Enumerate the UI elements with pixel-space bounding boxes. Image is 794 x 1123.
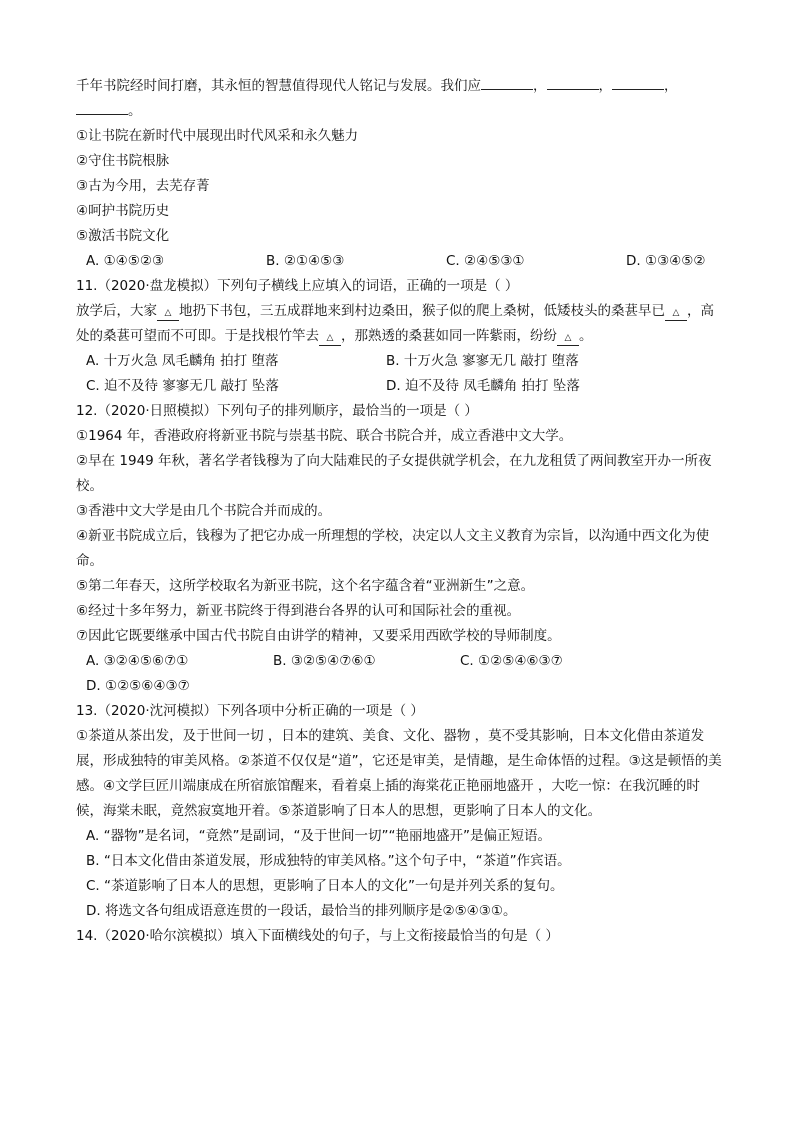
q11-passage <box>76 299 726 349</box>
q10-stem-text: 千年书院经时间打磨，其永恒的智慧值得现代人铭记与发展。我们应 <box>76 78 481 94</box>
q12-heading: 12.（2020·日照模拟）下列句子的排列顺序，最恰当的一项是（ ） <box>76 403 478 419</box>
q11-text-1: 放学后，大家 <box>76 303 157 319</box>
q11-options <box>76 349 726 399</box>
q13-passage: ①茶道从茶出发，及于世间一切 ，日本的建筑、美食、文化、器物 ，莫不受其影响，日本文化借由茶道发展，形成独特的审美风格。②茶道不仅仅是“道”，它还是审美，是情趣，是生命体悟的过程。③这是顿悟的美感。④文学巨匠川端康成在所宿旅馆醒来，看着桌上插的海棠花正艳丽地盛开 ，大吃一惊：在我沉睡的时候，海棠未眠，竟然寂寞地开着。⑤茶道影响了日本人的思想，更影响了日本人的文化。 <box>76 728 722 819</box>
q13-option-a[interactable]: A. “器物”是名词，“竟然”是副词，“及于世间一切”“艳丽地盛开”是偏正短语。 <box>86 828 552 844</box>
q10-option-c[interactable]: C. ②④⑤③① <box>446 253 525 269</box>
q11-blank-2: △ <box>665 306 687 321</box>
q10-item-2: ②守住书院根脉 <box>76 153 170 169</box>
q10-item-4: ④呵护书院历史 <box>76 203 170 219</box>
q12-item-5: ⑤第二年春天，这所学校取名为新亚书院，这个名字蕴含着“亚洲新生”之意。 <box>76 578 535 594</box>
q14-heading: 14.（2020·哈尔滨模拟）填入下面横线处的句子，与上文衔接最恰当的句是（ ） <box>76 928 559 944</box>
q11-text-4: ，那熟透的桑葚如同一阵紫雨，纷纷 <box>341 328 557 344</box>
q11-option-b[interactable]: B. 十万火急 寥寥无几 敲打 堕落 <box>386 353 579 369</box>
q11-option-a[interactable]: A. 十万火急 凤毛麟角 拍打 堕落 <box>86 353 279 369</box>
q11-blank-3: △ <box>319 331 341 346</box>
q11-option-d[interactable]: D. 迫不及待 凤毛麟角 拍打 坠落 <box>386 378 580 394</box>
q12-option-b[interactable]: B. ③②⑤④⑦⑥① <box>273 653 376 669</box>
q12-item-7: ⑦因此它既要继承中国古代书院自由讲学的精神，又要采用西欧学校的导师制度。 <box>76 628 561 644</box>
sep: ， <box>664 78 678 94</box>
q10-item-5: ⑤激活书院文化 <box>76 228 170 244</box>
q11-blank-1: △ <box>157 306 179 321</box>
answer-blank <box>481 75 533 90</box>
q10-item-3: ③古为今用，去芜存菁 <box>76 178 210 194</box>
q10-stem <box>76 74 726 124</box>
answer-blank <box>547 75 599 90</box>
q12-item-2: ②早在 1949 年秋，著名学者钱穆为了向大陆难民的子女提供就学机会，在九龙租赁了两间教室开办一所夜校。 <box>76 453 712 494</box>
q12-item-3: ③香港中文大学是由几个书院合并而成的。 <box>76 503 332 519</box>
q10-option-b[interactable]: B. ②①④⑤③ <box>266 253 345 269</box>
q12-option-d[interactable]: D. ①②⑤⑥④③⑦ <box>86 678 190 694</box>
sep: ， <box>533 78 547 94</box>
q10-item-1: ①让书院在新时代中展现出时代风采和永久魅力 <box>76 128 359 144</box>
q11-heading: 11.（2020·盘龙模拟）下列句子横线上应填入的词语，正确的一项是（ ） <box>76 278 519 294</box>
q10-options <box>76 249 726 274</box>
q13-option-b[interactable]: B. “日本文化借由茶道发展，形成独特的审美风格。”这个句子中，“茶道”作宾语。 <box>86 853 571 869</box>
q12-item-1: ①1964 年，香港政府将新亚书院与崇基书院、联合书院合并，成立香港中文大学。 <box>76 428 573 444</box>
q11-text-3: ，高处的桑葚可望而不可即。于是找根竹竿去 <box>76 303 714 344</box>
q10-option-a[interactable]: A. ①④⑤②③ <box>86 253 165 269</box>
document-page <box>76 74 726 949</box>
q11-blank-4: △ <box>557 331 579 346</box>
answer-blank <box>612 75 664 90</box>
q12-item-4: ④新亚书院成立后，钱穆为了把它办成一所理想的学校，决定以人文主义教育为宗旨，以沟通中西文化为使命。 <box>76 528 710 569</box>
q12-option-c[interactable]: C. ①②⑤④⑥③⑦ <box>460 653 563 669</box>
end-mark: 。 <box>128 103 142 119</box>
answer-blank <box>76 100 128 115</box>
q13-option-c[interactable]: C. “茶道影响了日本人的思想，更影响了日本人的文化”一句是并列关系的复句。 <box>86 878 564 894</box>
q10-option-d[interactable]: D. ①③④⑤② <box>626 253 706 269</box>
q11-option-c[interactable]: C. 迫不及待 寥寥无几 敲打 坠落 <box>86 378 279 394</box>
q11-text-5: 。 <box>579 328 593 344</box>
q12-options <box>76 649 726 699</box>
q11-text-2: 地扔下书包，三五成群地来到村边桑田，猴子似的爬上桑树，低矮枝头的桑葚早已 <box>179 303 665 319</box>
q13-option-d[interactable]: D. 将选文各句组成语意连贯的一段话，最恰当的排列顺序是②⑤④③①。 <box>86 903 517 919</box>
q12-option-a[interactable]: A. ③②④⑤⑥⑦① <box>86 653 189 669</box>
sep: ， <box>598 78 612 94</box>
q12-item-6: ⑥经过十多年努力，新亚书院终于得到港台各界的认可和国际社会的重视。 <box>76 603 521 619</box>
q13-heading: 13.（2020·沈河模拟）下列各项中分析正确的一项是（ ） <box>76 703 424 719</box>
